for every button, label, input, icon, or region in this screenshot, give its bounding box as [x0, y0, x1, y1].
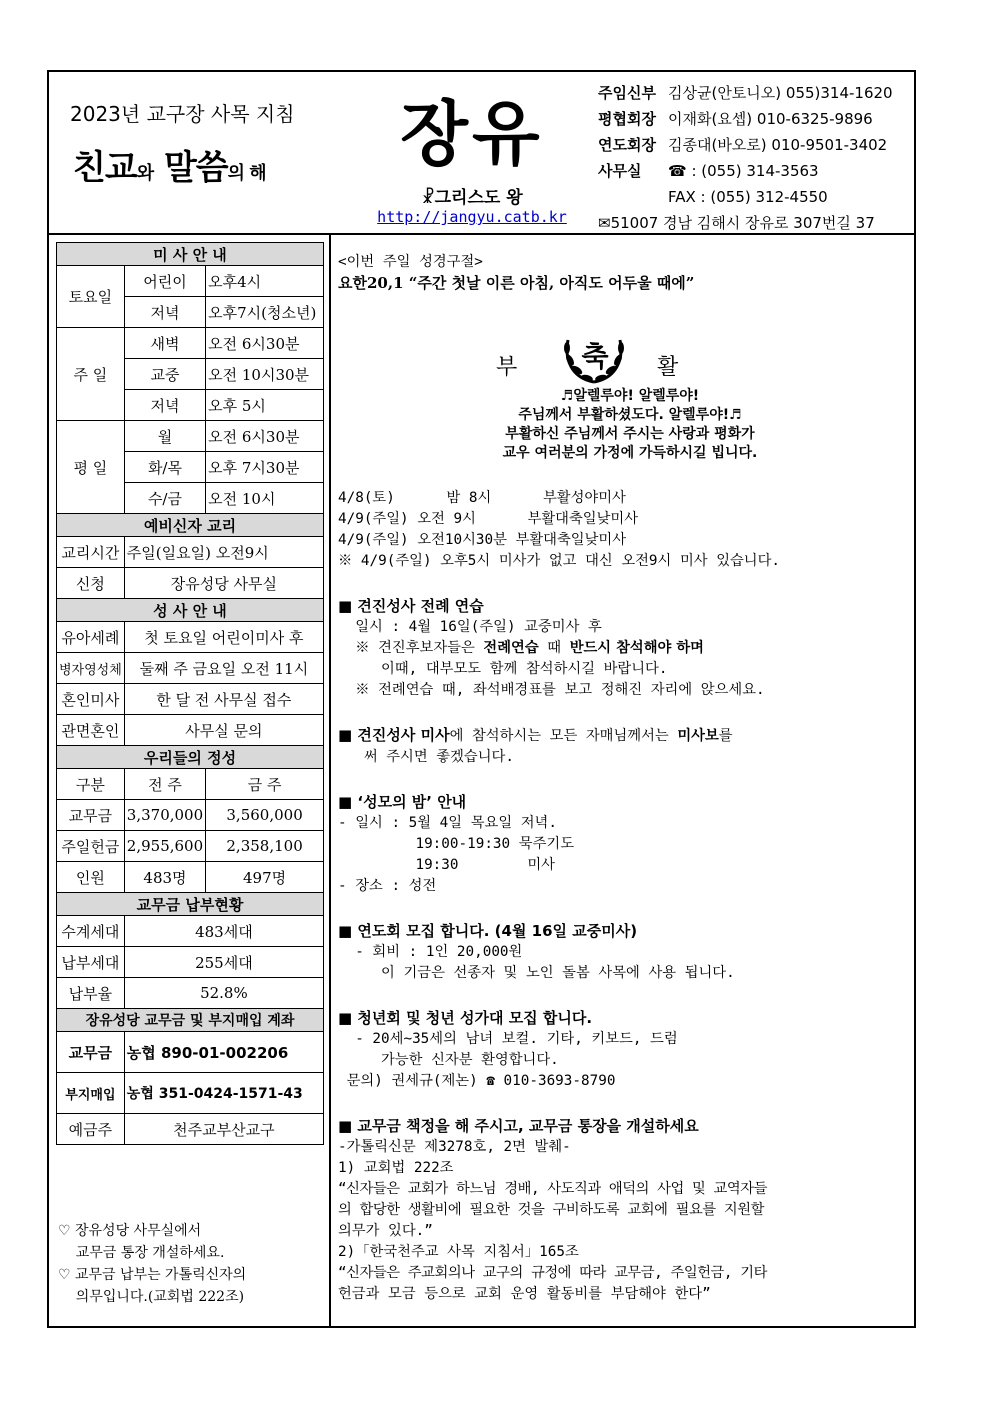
- youth-line: 문의) 권세규(제논) ☎ 010-3693-8790: [338, 1073, 616, 1089]
- mass-cell: 오전 6시30분: [206, 328, 324, 359]
- easter-line: 부활하신 주님께서 주시는 사랑과 평화가: [505, 426, 755, 442]
- confirm-line: 일시 : 4월 16일(주일) 교중미사 후: [338, 619, 602, 635]
- mass-cell: 저녁: [124, 297, 205, 328]
- mass-cell: 어린이: [124, 266, 205, 297]
- dues-notice-line: “신자들은 주교회의나 교구의 규정에 따라 교무금, 주일헌금, 기타: [338, 1265, 767, 1281]
- confirm-line: ※ 전례연습 때, 좌석배경표를 보고 정해진 자리에 앉으세요.: [338, 682, 765, 698]
- yeondo-line: - 회비 : 1인 20,000원: [338, 944, 523, 960]
- offerings-cell: 3,560,000: [206, 800, 324, 831]
- schedule-line: 4/9(주일) 오전10시30분 부활대축일낮미사: [338, 532, 627, 548]
- offerings-header: 금 주: [206, 769, 324, 800]
- offerings-cell: 2,955,600: [124, 831, 205, 862]
- youth-line: - 20세~35세의 남녀 보컬. 기타, 키보드, 드럼: [338, 1031, 678, 1047]
- offerings-header: 구분: [57, 769, 125, 800]
- note-line: 의무입니다.(교회법 222조): [58, 1289, 245, 1305]
- parish-name: 장유: [400, 93, 544, 175]
- mary-line: - 장소 : 성전: [338, 878, 437, 894]
- gospel-label: <이번 주일 성경구절>: [338, 254, 483, 270]
- dues-notice-line: 1) 교회법 222조: [338, 1160, 454, 1176]
- mass-cell: 저녁: [124, 390, 205, 421]
- offerings-header: 전 주: [124, 769, 205, 800]
- note-line: ♡ 장유성당 사무실에서: [58, 1223, 202, 1239]
- mary-night-notice: [338, 792, 910, 897]
- dues-notice-line: 의무가 있다.”: [338, 1223, 433, 1239]
- dues-notice-line: “신자들은 교회가 하느님 경배, 사도직과 애덕의 사업 및 교역자들: [338, 1181, 767, 1197]
- confirm-line: ※ 견진후보자들은 전례연습 때 반드시 참석해야 하며: [338, 640, 704, 656]
- account-cell: 예금주: [57, 1114, 125, 1145]
- website-link[interactable]: http://jangyu.catb.kr: [377, 208, 567, 226]
- mass-sun-label: 주 일: [57, 328, 125, 421]
- sacrament-cell: 유아세례: [57, 622, 125, 653]
- mass-cell: 오후7시(청소년): [206, 297, 324, 328]
- dues-notice-line: 2)「한국천주교 사목 지침서」165조: [338, 1244, 579, 1260]
- mass-title: 미 사 안 내: [57, 243, 324, 266]
- theme-year: 의 해: [227, 163, 266, 184]
- mass-cell: 화/목: [124, 452, 205, 483]
- confirm-line: 이때, 대부모도 함께 참석하시길 바랍니다.: [338, 661, 668, 677]
- sacrament-cell: 한 달 전 사무실 접수: [124, 684, 323, 715]
- yeondo-notice: [338, 921, 910, 984]
- gospel-verse: 요한20,1 “주간 첫날 이른 아침, 아직도 어두울 때에”: [338, 274, 695, 292]
- sacrament-cell: 병자영성체: [57, 653, 125, 684]
- dues-account-notice: [338, 1116, 910, 1305]
- offerings-cell: 3,370,000: [124, 800, 205, 831]
- mass-sat-label: 토요일: [57, 266, 125, 328]
- contact-row: ✉51007 경남 김해시 장유로 307번길 37: [598, 214, 875, 232]
- easter-message: [440, 387, 820, 463]
- account-cell: 농협 890-01-002206: [124, 1032, 323, 1073]
- yeondo-title: ■ 연도회 모집 합니다. (4월 16일 교중미사): [338, 922, 638, 940]
- account-cell: 교무금: [57, 1032, 125, 1073]
- theme-word: 말씀: [163, 148, 228, 188]
- sacraments-title: 성 사 안 내: [57, 599, 324, 622]
- feast-name: ☧그리스도 왕: [421, 188, 523, 208]
- catechism-cell: 주일(일요일) 오전9시: [124, 537, 323, 568]
- catechism-cell: 교리시간: [57, 537, 125, 568]
- contact-row: 주임신부 김상균(안토니오) 055)314-1620: [598, 84, 893, 102]
- dues-notice-line: -가톨릭신문 제3278호, 2면 발췌-: [338, 1139, 571, 1155]
- parish-info-table: [56, 242, 324, 1145]
- confirmation-notice: [338, 596, 910, 701]
- mass-week-label: 평 일: [57, 421, 125, 514]
- contact-row: 사무실 ☎ : (055) 314-3563: [598, 162, 819, 180]
- catechism-cell: 장유성당 사무실: [124, 568, 323, 599]
- sacrament-cell: 첫 토요일 어린이미사 후: [124, 622, 323, 653]
- dues-cell: 납부율: [57, 978, 125, 1009]
- column-divider: [329, 233, 331, 1328]
- dues-notice-line: 의 합당한 생활비에 필요한 것을 구비하도록 교회에 필요를 지원할: [338, 1202, 764, 1218]
- offerings-cell: 483명: [124, 862, 205, 893]
- easter-emblem-char: 축: [581, 340, 609, 373]
- veil-text: 에 참석하시는 모든 자매님께서는: [449, 728, 678, 744]
- theme-and: 와: [136, 163, 154, 184]
- note-line: ♡ 교무금 납부는 가톨릭신자의: [58, 1267, 247, 1283]
- contact-row: 평협회장 이재화(요셉) 010-6325-9896: [598, 110, 873, 128]
- contact-list: [598, 80, 918, 236]
- dues-cell: 수계세대: [57, 916, 125, 947]
- accounts-title: 장유성당 교무금 및 부지매입 계좌: [57, 1009, 324, 1032]
- offerings-cell: 497명: [206, 862, 324, 893]
- easter-schedule: [338, 488, 910, 572]
- note-line: 교무금 통장 개설하세요.: [58, 1245, 225, 1261]
- veil-bold: 미사보: [677, 728, 719, 744]
- offerings-cell: 2,358,100: [206, 831, 324, 862]
- sacrament-cell: 관면혼인: [57, 715, 125, 746]
- dues-cell: 52.8%: [124, 978, 323, 1009]
- offerings-cell: 주일헌금: [57, 831, 125, 862]
- mass-cell: 오전 10시30분: [206, 359, 324, 390]
- schedule-line: ※ 4/9(주일) 오후5시 미사가 없고 대신 오전9시 미사 있습니다.: [338, 553, 781, 569]
- dues-notice-title: ■ 교무금 책정을 해 주시고, 교무금 통장을 개설하세요: [338, 1117, 699, 1135]
- offerings-title: 우리들의 정성: [57, 746, 324, 769]
- easter-left: 부: [496, 355, 518, 380]
- veil-title: ■ 견진성사 미사: [338, 726, 450, 744]
- mary-title: ■ ‘성모의 밤’ 안내: [338, 793, 467, 811]
- dues-notes: [58, 1220, 322, 1308]
- confirm-title: ■ 견진성사 전례 연습: [338, 597, 484, 615]
- offerings-cell: 교무금: [57, 800, 125, 831]
- youth-line: 가능한 신자분 환영합니다.: [338, 1052, 559, 1068]
- schedule-line: 4/9(주일) 오전 9시 부활대축일낮미사: [338, 511, 639, 527]
- account-cell: 농협 351-0424-1571-43: [124, 1073, 323, 1114]
- gospel-block: [338, 252, 910, 294]
- mass-cell: 오전 10시: [206, 483, 324, 514]
- mass-cell: 오후 7시30분: [206, 452, 324, 483]
- mass-cell: 월: [124, 421, 205, 452]
- contact-row: FAX : (055) 312-4550: [668, 188, 828, 206]
- veil-text: 를: [718, 728, 733, 744]
- catechism-title: 예비신자 교리: [57, 514, 324, 537]
- sacrament-cell: 둘째 주 금요일 오전 11시: [124, 653, 323, 684]
- mary-line: - 일시 : 5월 4일 목요일 저녁.: [338, 815, 557, 831]
- schedule-line: 4/8(토) 밤 8시 부활성야미사: [338, 490, 626, 506]
- dues-cell: 483세대: [124, 916, 323, 947]
- easter-line: 주님께서 부활하셨도다. 알렐루야!♬: [518, 407, 742, 423]
- year-theme: [73, 140, 266, 189]
- dues-cell: 납부세대: [57, 947, 125, 978]
- mass-cell: 새벽: [124, 328, 205, 359]
- easter-line: 교우 여러분의 가정에 가득하시길 빕니다.: [502, 445, 758, 461]
- sacrament-cell: 혼인미사: [57, 684, 125, 715]
- mass-cell: 교중: [124, 359, 205, 390]
- mass-cell: 오후4시: [206, 266, 324, 297]
- youth-notice: [338, 1008, 910, 1092]
- yeondo-line: 이 기금은 선종자 및 노인 돌봄 사목에 사용 됩니다.: [338, 965, 735, 981]
- dues-cell: 255세대: [124, 947, 323, 978]
- easter-right: 활: [657, 355, 679, 380]
- mary-line: 19:30 미사: [338, 857, 555, 873]
- veil-notice: [338, 725, 910, 768]
- mary-line: 19:00-19:30 묵주기도: [338, 836, 574, 852]
- easter-line: ♬알렐루야! 알렐루야!: [560, 388, 700, 404]
- veil-line: 써 주시면 좋겠습니다.: [338, 749, 514, 765]
- sacrament-cell: 사무실 문의: [124, 715, 323, 746]
- offerings-cell: 인원: [57, 862, 125, 893]
- catechism-cell: 신청: [57, 568, 125, 599]
- theme-communion: 친교: [73, 148, 137, 188]
- mass-cell: 오전 6시30분: [206, 421, 324, 452]
- account-cell: 천주교부산교구: [124, 1114, 323, 1145]
- contact-row: 연도회장 김종대(바오로) 010-9501-3402: [598, 136, 888, 154]
- mass-cell: 수/금: [124, 483, 205, 514]
- dues-title: 교무금 납부현황: [57, 893, 324, 916]
- youth-title: ■ 청년회 및 청년 성가대 모집 합니다.: [338, 1009, 593, 1027]
- dues-notice-line: 헌금과 모금 등으로 교회 운영 활동비를 부담해야 한다”: [338, 1286, 711, 1302]
- mass-cell: 오후 5시: [206, 390, 324, 421]
- account-cell: 부지매입: [57, 1073, 125, 1114]
- year-pastoral-title: 2023년 교구장 사목 지침: [70, 102, 295, 126]
